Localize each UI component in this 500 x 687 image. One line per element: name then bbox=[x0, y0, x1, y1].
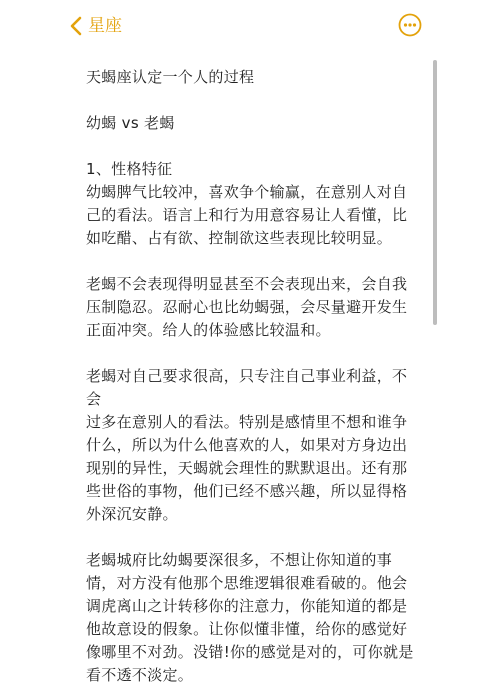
note-subtitle: 幼蝎 vs 老蝎 bbox=[86, 114, 175, 132]
scrollbar[interactable] bbox=[433, 60, 437, 325]
back-button[interactable] bbox=[70, 12, 122, 40]
paragraph: 幼蝎脾气比较冲，喜欢争个输赢，在意别人对自 己的看法。语言上和行为用意容易让人看懂，比 如吃醋、占有欲、控制欲这些表现比较明显。 bbox=[86, 183, 408, 247]
nav-bar bbox=[0, 0, 500, 52]
spacer bbox=[86, 342, 426, 365]
note-content[interactable] bbox=[86, 66, 426, 687]
paragraph: 老蝎对自己要求很高，只专注自己事业利益，不 会 过多在意别人的看法。特别是感情里不想和谁争 什么，所以为什么他喜欢的人，如果对方身边出 现别的异性，天蝎就会理性的默默退出。还有那 些世俗的事物，他们已经不感兴趣，所以显得格 外深沉安静。 bbox=[86, 367, 408, 523]
note-title: 天蝎座认定一个人的过程 bbox=[86, 68, 255, 86]
spacer bbox=[86, 526, 426, 549]
more-button[interactable] bbox=[398, 13, 422, 37]
spacer bbox=[86, 89, 426, 112]
more-circle-icon bbox=[398, 13, 422, 37]
back-label: 星座 bbox=[88, 16, 122, 36]
paragraph: 老蝎不会表现得明显甚至不会表现出来，会自我 压制隐忍。忍耐心也比幼蝎强，会尽量避开发生 正面冲突。给人的体验感比较温和。 bbox=[86, 275, 408, 339]
paragraph: 老蝎城府比幼蝎要深很多，不想让你知道的事 情，对方没有他那个思维逻辑很难看破的。他会 调虎离山之计转移你的注意力，你能知道的都是 他故意设的假象。让你似懂非懂，给你的感觉好 像哪里不对劲。没错!你的感觉是对的，可你就是 看不透不淡定。 bbox=[86, 551, 414, 684]
spacer bbox=[86, 250, 426, 273]
section-heading: 1、性格特征 bbox=[86, 160, 173, 178]
spacer bbox=[86, 135, 426, 158]
chevron-left-icon bbox=[70, 16, 82, 36]
